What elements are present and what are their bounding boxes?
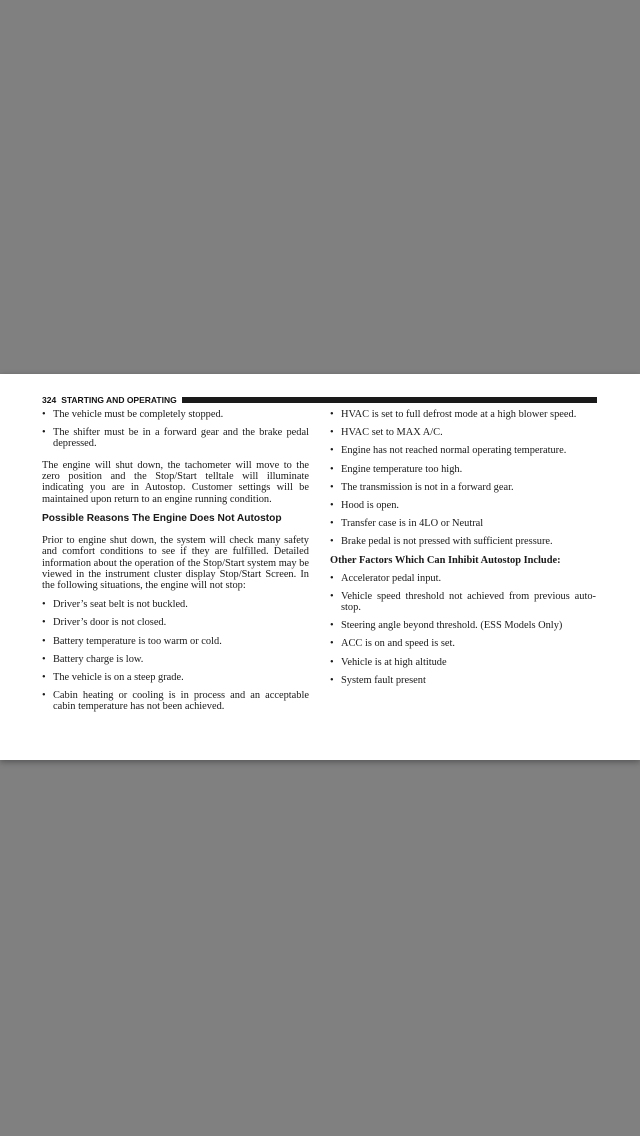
list-item — [330, 482, 596, 493]
list-item-text: HVAC set to MAX A/C. — [341, 427, 443, 439]
list-item-text: The transmission is not in a forward gear. — [341, 481, 514, 493]
manual-page — [0, 374, 640, 760]
left-column — [42, 409, 309, 720]
list-item — [330, 657, 596, 668]
bullet-dot-icon: • — [330, 500, 334, 512]
list-item-text: ACC is on and speed is set. — [341, 638, 456, 650]
list-item — [42, 599, 309, 610]
bullet-list-engine-will-not-stop — [42, 599, 309, 712]
bullet-dot-icon: • — [42, 672, 46, 684]
list-item-text: The shifter must be in a forward gear and the brake pedal depressed. — [53, 427, 309, 450]
bullet-dot-icon: • — [330, 518, 334, 530]
list-item-text: Accelerator pedal input. — [341, 572, 442, 584]
list-item-text: Vehicle speed threshold not achieved from previous auto-stop. — [341, 590, 596, 614]
list-item — [330, 638, 596, 649]
list-item-text: Vehicle is at high altitude — [341, 656, 447, 668]
bullet-dot-icon: • — [330, 536, 334, 548]
bullet-list-other-factors — [330, 573, 596, 686]
bullet-list-hvac-conditions — [330, 409, 596, 548]
list-item — [42, 617, 309, 628]
list-item — [330, 675, 596, 686]
bullet-dot-icon: • — [42, 617, 46, 629]
list-item — [42, 427, 309, 449]
section-title: STARTING AND OPERATING — [61, 395, 177, 405]
list-item — [330, 445, 596, 456]
paragraph-engine-shutdown: The engine will shut down, the tachometer will move to the zero position and the Stop/Start telltale will illuminate indicating you are in Autostop. Customer settings will be maintained upon return to an engine running condition. — [42, 460, 309, 505]
header-rule — [182, 397, 597, 403]
list-item — [330, 620, 596, 631]
list-item — [42, 409, 309, 420]
list-item-text: The vehicle must be completely stopped. — [53, 409, 224, 420]
list-item — [42, 654, 309, 665]
bullet-dot-icon: • — [42, 653, 46, 665]
list-item-text: Cabin heating or cooling is in process and an acceptable cabin temperature has not been achieved. — [53, 690, 309, 713]
list-item — [330, 573, 596, 584]
bullet-dot-icon: • — [330, 620, 334, 632]
bullet-dot-icon: • — [330, 674, 334, 686]
list-item — [330, 464, 596, 475]
list-item-text: Transfer case is in 4LO or Neutral — [341, 518, 484, 530]
bullet-dot-icon: • — [42, 690, 46, 702]
bullet-dot-icon: • — [330, 572, 334, 584]
bullet-dot-icon: • — [42, 409, 46, 420]
list-item — [330, 536, 596, 547]
page-number: 324 — [42, 395, 57, 405]
list-item-text: Battery temperature is too warm or cold. — [53, 635, 222, 647]
list-item — [330, 518, 596, 529]
list-item-text: Steering angle beyond threshold. (ESS Models Only) — [341, 620, 563, 632]
bullet-dot-icon: • — [330, 481, 334, 493]
bullet-dot-icon: • — [330, 427, 334, 439]
bullet-list-vehicle-conditions — [42, 409, 309, 450]
list-item-text: The vehicle is on a steep grade. — [53, 672, 184, 684]
paragraph-safety-checks: Prior to engine shut down, the system will check many safety and comfort conditions to see if they are fulfilled. Detailed information about the operation of the Stop/Start system may be viewed in the instrument cluster display Stop/Start Screen. In the following situations, the engine will not stop: — [42, 535, 309, 592]
page-header — [42, 394, 597, 406]
bullet-dot-icon: • — [330, 638, 334, 650]
list-item-text: Engine temperature too high. — [341, 463, 463, 475]
list-item — [330, 409, 596, 420]
list-item-text: System fault present — [341, 674, 426, 686]
heading-possible-reasons: Possible Reasons The Engine Does Not Autostop — [42, 512, 282, 524]
heading-other-factors: Other Factors Which Can Inhibit Autostop Include: — [330, 554, 561, 566]
list-item — [42, 690, 309, 712]
bullet-dot-icon: • — [42, 427, 46, 439]
list-item-text: Driver’s door is not closed. — [53, 617, 167, 629]
list-item — [330, 500, 596, 511]
list-item — [330, 427, 596, 438]
list-item-text: Engine has not reached normal operating temperature. — [341, 445, 567, 457]
bullet-dot-icon: • — [330, 590, 334, 602]
list-item-text: Battery charge is low. — [53, 653, 144, 665]
bullet-dot-icon: • — [330, 445, 334, 457]
bullet-dot-icon: • — [42, 599, 46, 611]
list-item-text: HVAC is set to full defrost mode at a high blower speed. — [341, 409, 577, 420]
list-item-text: Driver’s seat belt is not buckled. — [53, 599, 188, 611]
list-item-text: Brake pedal is not pressed with sufficient pressure. — [341, 536, 553, 548]
list-item — [42, 636, 309, 647]
bullet-dot-icon: • — [330, 656, 334, 668]
right-column — [330, 409, 596, 693]
list-item-text: Hood is open. — [341, 500, 400, 512]
bullet-dot-icon: • — [42, 635, 46, 647]
list-item — [42, 672, 309, 683]
bullet-dot-icon: • — [330, 409, 334, 420]
bullet-dot-icon: • — [330, 463, 334, 475]
list-item — [330, 591, 596, 613]
